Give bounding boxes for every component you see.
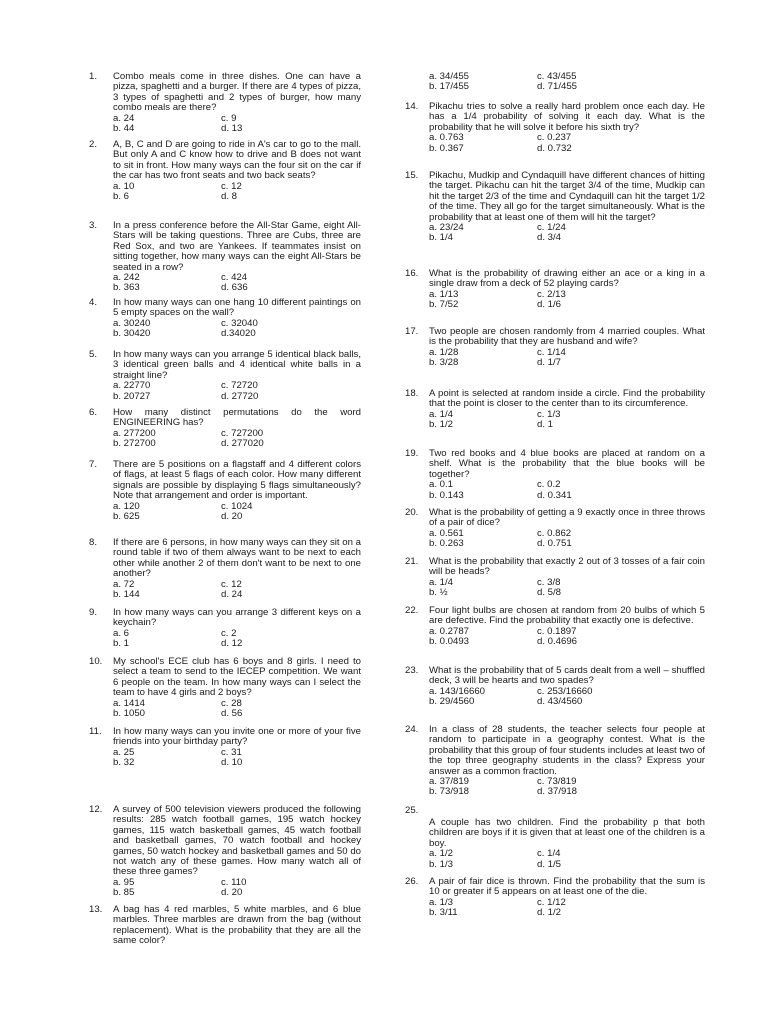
answer-option: b. 30420 <box>113 328 151 340</box>
question-number: 11. <box>89 726 102 737</box>
answer-choices <box>113 748 361 769</box>
question-number: 20. <box>405 507 419 518</box>
question-number: 21. <box>405 556 419 567</box>
answer-option: c. 9 <box>221 112 237 124</box>
question-body <box>113 221 361 294</box>
answer-option: c. 28 <box>221 697 242 709</box>
question-number: 24. <box>405 724 419 735</box>
answer-option: c. 1/4 <box>537 848 561 860</box>
question-body <box>113 657 361 719</box>
question-body <box>429 389 705 431</box>
question-text: My school's ECE club has 6 boys and 8 girls. I need to select a team to send to the IECEP competition. We want 6 people on the team. In how many ways can I select the team to have 4 girls and 2 boys? <box>113 656 361 699</box>
answer-choices <box>429 348 705 369</box>
answer-option: b. 85 <box>113 887 135 899</box>
question-number: 17. <box>405 326 419 337</box>
question-text: In a press conference before the All-Star Game, eight All-Stars will be taking questions. Three are Cubs, three are Red Sox, and two are Yankees. If teammates insist on sitting together, how many ways can the eight All-Stars be seated in a row? <box>113 220 361 273</box>
question-body <box>429 725 705 798</box>
answer-option: d. 0.341 <box>537 489 572 501</box>
answer-choices <box>429 290 705 311</box>
question-body <box>113 460 361 522</box>
answer-option: a. 72 <box>113 578 135 590</box>
answer-option: c. 12 <box>221 180 242 192</box>
answer-option: d. 56 <box>221 708 243 720</box>
answer-option: b. 1/3 <box>429 858 454 870</box>
question-body <box>429 508 705 550</box>
answer-option: b. 3/11 <box>429 907 458 919</box>
answer-option: a. 0.2787 <box>429 625 470 637</box>
question-text: What is the probability of getting a 9 exactly once in three throws of a pair of dice? <box>429 507 705 529</box>
question-number: 18. <box>405 388 419 399</box>
answer-option: c. 0.1897 <box>537 625 577 637</box>
question-text: In how many ways can you invite one or more of your five friends into your birthday party? <box>113 726 361 748</box>
answer-option: c. 2 <box>221 627 237 639</box>
answer-option: c. 0.2 <box>537 479 561 491</box>
answer-option: d. 1/5 <box>537 858 562 870</box>
answer-option: d. 1/7 <box>537 357 562 369</box>
answer-option: c. 253/16660 <box>537 685 593 697</box>
answer-choices <box>429 480 705 501</box>
question-number: 26. <box>405 876 419 887</box>
question-text: Pikachu, Mudkip and Cyndaquill have different chances of hitting the target. Pikachu can hit the target 3/4 of the time, Mudkip can hit the target 2/3 of the time and Cyndaquill can hit the target 1/2 of the time. They all go for the target simultaneously. What is the probability that at least one of them will hit the target? <box>429 170 705 223</box>
answer-choices <box>429 849 705 870</box>
question-text: In how many ways can one hang 10 different paintings on 5 empty spaces on the wall? <box>113 297 361 319</box>
answer-option: c. 1/24 <box>537 222 566 234</box>
question-body <box>429 327 705 369</box>
answer-option: d. 43/4560 <box>537 696 583 708</box>
answer-choices <box>113 381 361 402</box>
answer-option: b. 272700 <box>113 438 156 450</box>
answer-choices <box>429 410 705 431</box>
question-body <box>113 350 361 402</box>
question-body <box>113 408 361 450</box>
question-text: Two red books and 4 blue books are placed at random on a shelf. What is the probability that the blue books will be together? <box>429 448 705 480</box>
answer-option: a. 143/16660 <box>429 685 486 697</box>
answer-option: a. 242 <box>113 272 140 284</box>
answer-option: c. 424 <box>221 272 248 284</box>
answer-choices <box>113 878 361 899</box>
answer-option: d. 636 <box>221 282 248 294</box>
question-body <box>429 449 705 501</box>
answer-option: b. 29/4560 <box>429 696 475 708</box>
answer-choices <box>113 182 361 203</box>
answer-option: d. 27720 <box>221 390 259 402</box>
question-text: In how many ways can you arrange 5 identical black balls, 3 identical green balls and 4 identical white balls in a straight line? <box>113 349 361 381</box>
answer-choices <box>113 273 361 294</box>
answer-option: a. 22770 <box>113 380 151 392</box>
answer-option: d. 10 <box>221 757 243 769</box>
answer-option: a. 1/4 <box>429 576 454 588</box>
answer-option: a. 120 <box>113 500 140 512</box>
answer-option: d. 12 <box>221 638 243 650</box>
answer-option: a. 0.1 <box>429 479 454 491</box>
answer-option: a. 24 <box>113 112 135 124</box>
question-text: What is the probability that exactly 2 out of 3 tosses of a fair coin will be heads? <box>429 556 705 578</box>
question-text: A point is selected at random inside a circle. Find the probability that the point is closer to the center than to its circumference. <box>429 388 705 410</box>
question-number: 6. <box>89 407 98 418</box>
answer-option: d. 5/8 <box>537 587 562 599</box>
question-text: A bag has 4 red marbles, 5 white marbles, and 6 blue marbles. Three marbles are drawn from the bag (without replacement). What is the probability that they are all the same color? <box>113 904 361 947</box>
question-body <box>429 818 705 870</box>
question-body <box>429 606 705 648</box>
answer-option: c. 12 <box>221 578 242 590</box>
answer-option: d. 37/918 <box>537 786 578 798</box>
question-body <box>429 72 705 93</box>
answer-option: d. 20 <box>221 887 243 899</box>
answer-option: a. 1/2 <box>429 848 454 860</box>
question-number: 12. <box>89 804 103 815</box>
answer-option: c. 1024 <box>221 500 253 512</box>
question-number: 14. <box>405 101 419 112</box>
question-text: A, B, C and D are going to ride in A's car to go to the mall. But only A and C know how to drive and B does not want to sit in front. How many ways can the four sit on the car if the car has two front seats and two back seats? <box>113 139 361 182</box>
answer-option: a. 1/28 <box>429 346 459 358</box>
answer-option: b. 0.263 <box>429 538 464 550</box>
answer-choices <box>429 529 705 550</box>
answer-option: a. 1414 <box>113 697 146 709</box>
answer-option: d. 0.4696 <box>537 636 578 648</box>
answer-option: d. 0.732 <box>537 142 572 154</box>
answer-option: a. 1/3 <box>429 896 454 908</box>
answer-choices <box>429 687 705 708</box>
answer-option: a. 6 <box>113 627 130 639</box>
question-text: In how many ways can you arrange 3 different keys on a keychain? <box>113 607 361 629</box>
answer-option: a. 23/24 <box>429 222 464 234</box>
answer-choices <box>429 627 705 648</box>
answer-option: b. 17/455 <box>429 81 470 93</box>
answer-option: c. 1/3 <box>537 408 561 420</box>
question-number: 5. <box>89 349 98 360</box>
answer-choices <box>113 429 361 450</box>
answer-option: a. 277200 <box>113 427 156 439</box>
question-body <box>113 140 361 202</box>
answer-choices <box>429 578 705 599</box>
answer-option: c. 1/14 <box>537 346 566 358</box>
answer-option: d. 1 <box>537 419 554 431</box>
answer-option: a. 10 <box>113 180 135 192</box>
answer-option: b. 0.0493 <box>429 636 470 648</box>
answer-choices <box>429 777 705 798</box>
answer-option: a. 34/455 <box>429 71 470 82</box>
answer-option: b. 1 <box>113 638 130 650</box>
answer-option: c. 727200 <box>221 427 264 439</box>
question-body <box>429 666 705 708</box>
question-number: 7. <box>89 459 98 470</box>
answer-option: c. 110 <box>221 876 247 888</box>
question-number: 15. <box>405 170 419 181</box>
answer-option: b. 44 <box>113 123 135 135</box>
answer-option: c. 2/13 <box>537 288 566 300</box>
answer-option: a. 95 <box>113 876 135 888</box>
question-body <box>429 877 705 919</box>
answer-option: b. ½ <box>429 587 448 599</box>
question-text: How many distinct permutations do the word ENGINEERING has? <box>113 407 361 429</box>
answer-option: a. 1/4 <box>429 408 454 420</box>
answer-option: a. 1/13 <box>429 288 459 300</box>
answer-option: b. 20727 <box>113 390 151 402</box>
question-text: There are 5 positions on a flagstaff and 4 different colors of flags, at least 5 flags of each color. How many different signals are possible by displaying 5 flags simultaneously? Note that arrangement and order is important. <box>113 459 361 502</box>
answer-option: c. 73/819 <box>537 776 577 788</box>
answer-option: d. 24 <box>221 589 243 601</box>
answer-option: b. 1/2 <box>429 419 454 431</box>
question-text: What is the probability of drawing either an ace or a king in a single draw from a deck of 52 playing cards? <box>429 268 705 290</box>
answer-option: d. 13 <box>221 123 243 135</box>
question-text: What is the probability that of 5 cards dealt from a well – shuffled deck, 3 will be hearts and two spades? <box>429 665 705 687</box>
question-text: Two people are chosen randomly from 4 married couples. What is the probability that they are husband and wife? <box>429 326 705 348</box>
answer-option: d. 71/455 <box>537 81 578 93</box>
answer-option: b. 0.143 <box>429 489 464 501</box>
answer-option: d. 20 <box>221 511 243 523</box>
answer-choices <box>429 223 705 244</box>
question-body <box>113 805 361 899</box>
question-number: 2. <box>89 139 98 150</box>
answer-option: c. 72720 <box>221 380 258 392</box>
answer-choices <box>113 580 361 601</box>
answer-option: a. 25 <box>113 746 135 758</box>
answer-choices <box>113 114 361 135</box>
answer-option: c. 32040 <box>221 317 258 329</box>
answer-option: a. 37/819 <box>429 776 470 788</box>
answer-option: b. 625 <box>113 511 140 523</box>
answer-option: d. 0.751 <box>537 538 572 550</box>
answer-option: b. 0.367 <box>429 142 464 154</box>
question-body <box>113 538 361 600</box>
question-number: 22. <box>405 605 419 616</box>
question-number: 3. <box>89 220 98 231</box>
answer-option: c. 1/12 <box>537 896 566 908</box>
answer-option: d. 8 <box>221 191 238 203</box>
question-number: 10. <box>89 656 103 667</box>
question-number: 25. <box>405 805 419 816</box>
answer-option: c. 3/8 <box>537 576 561 588</box>
question-number: 1. <box>89 71 98 82</box>
answer-option: d. 1/6 <box>537 299 562 311</box>
answer-choices <box>429 133 705 154</box>
question-text: Pikachu tries to solve a really hard problem once each day. He has a 1/4 probability of solving it each day. What is the probability that he will solve it before his sixth try? <box>429 101 705 133</box>
question-body <box>113 727 361 769</box>
answer-option: d. 1/2 <box>537 907 562 919</box>
question-body <box>429 171 705 244</box>
question-number: 8. <box>89 537 98 548</box>
question-number: 9. <box>89 607 98 618</box>
answer-choices <box>113 502 361 523</box>
question-text: Four light bulbs are chosen at random from 20 bulbs of which 5 are defective. Find the probability that exactly one is defective. <box>429 605 705 627</box>
answer-option: a. 0.561 <box>429 527 464 539</box>
answer-option: a. 30240 <box>113 317 151 329</box>
answer-choices <box>113 629 361 650</box>
question-body <box>113 72 361 134</box>
answer-choices <box>429 72 705 93</box>
question-number: 23. <box>405 665 419 676</box>
answer-choices <box>113 319 361 340</box>
question-number: 13. <box>89 904 103 915</box>
answer-option: d.34020 <box>221 328 256 340</box>
question-body <box>429 557 705 599</box>
question-text: A survey of 500 television viewers produced the following results: 285 watch football games, 195 watch hockey games, 115 watch basketball games, 45 watch football and basketball games, 70 watch football and hockey games, 50 watch hockey and basketball games and 50 do not watch any of these games. How many watch all of these three games? <box>113 804 361 878</box>
answer-option: b. 32 <box>113 757 135 769</box>
answer-option: c. 43/455 <box>537 71 577 82</box>
answer-option: d. 3/4 <box>537 232 562 244</box>
answer-option: b. 73/918 <box>429 786 470 798</box>
question-body <box>429 269 705 311</box>
answer-choices <box>113 699 361 720</box>
answer-option: b. 1050 <box>113 708 146 720</box>
question-number: 19. <box>405 448 419 459</box>
question-text: A couple has two children. Find the probability p that both children are boys if it is given that at least one of the children is a boy. <box>429 817 705 849</box>
answer-option: b. 1/4 <box>429 232 454 244</box>
question-number: 4. <box>89 297 98 308</box>
answer-option: d. 277020 <box>221 438 264 450</box>
question-body <box>113 905 361 947</box>
answer-option: c. 0.862 <box>537 527 572 539</box>
question-text: If there are 6 persons, in how many ways can they sit on a round table if two of them always want to be next to each other while another 2 of them don't want to be next to one another? <box>113 537 361 580</box>
question-number: 16. <box>405 268 419 279</box>
question-body <box>429 102 705 154</box>
answer-option: c. 0.237 <box>537 132 572 144</box>
answer-option: b. 7/52 <box>429 299 459 311</box>
question-text: Combo meals come in three dishes. One can have a pizza, spaghetti and a burger. If there are 4 types of pizza, 3 types of spaghetti and 2 types of burger, how many combo meals are there? <box>113 71 361 114</box>
answer-option: b. 3/28 <box>429 357 459 369</box>
answer-option: b. 144 <box>113 589 140 601</box>
answer-option: b. 363 <box>113 282 140 294</box>
question-text: In a class of 28 students, the teacher selects four people at random to participate in a geography contest. What is the probability that this group of four students includes at least two of the top three geography students in the class? Express your answer as a common fraction. <box>429 724 705 777</box>
question-body <box>113 298 361 340</box>
answer-option: c. 31 <box>221 746 242 758</box>
answer-choices <box>429 898 705 919</box>
answer-option: a. 0.763 <box>429 132 464 144</box>
question-body <box>113 608 361 650</box>
question-text: A pair of fair dice is thrown. Find the probability that the sum is 10 or greater if 5 appears on at least one of the die. <box>429 876 705 898</box>
answer-option: b. 6 <box>113 191 130 203</box>
